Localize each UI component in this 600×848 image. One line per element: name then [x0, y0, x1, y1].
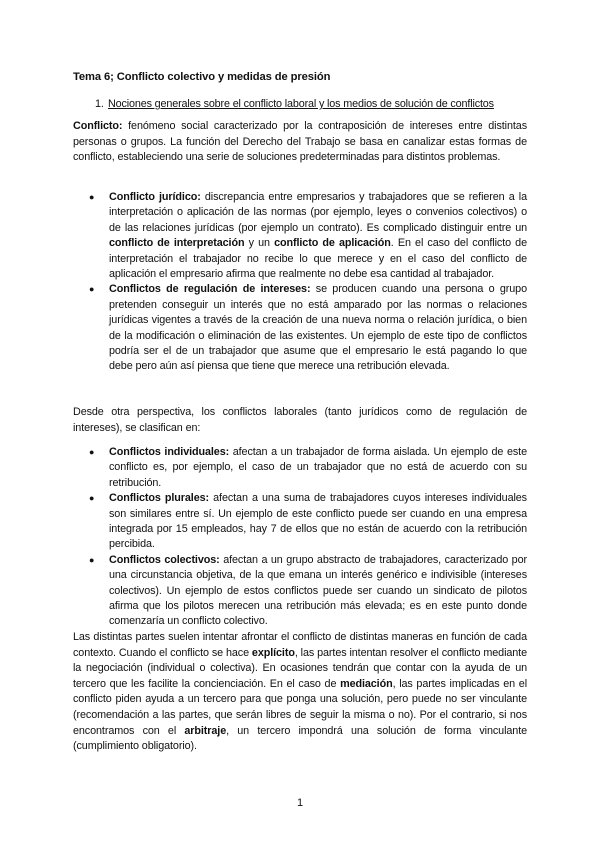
- bullet-icon: ●: [89, 447, 95, 457]
- list-item-text: afectan a una suma de trabajadores cuyos intereses individuales son similares entre sí. Un ejemplo de este conflicto puede ser cuando en una empresa integrada por 15 empleados, hay 7 de ellos que no están de acuerdo con la retribución percibida.: [109, 492, 527, 551]
- paragraph-emphasis: mediación: [340, 677, 393, 690]
- list-item: [88, 491, 527, 553]
- list-item-term: Conflictos colectivos:: [109, 553, 220, 566]
- list-item-term: Conflictos individuales:: [109, 446, 230, 458]
- list-item-term: Conflicto jurídico:: [109, 191, 201, 203]
- list-item-term: Conflictos de regulación de intereses:: [109, 283, 311, 296]
- list-item: [88, 190, 527, 282]
- list-item-text: afectan a un trabajador de forma aislada. Un ejemplo de este conflicto es, por ejemplo, el caso de un trabajador que no está de acuerdo con su retribución.: [109, 446, 527, 489]
- list-item: [88, 282, 527, 374]
- list-item-text: discrepancia entre empresarios y trabajadores que se refieren a la interpretación o aplicación de las normas (por ejemplo, leyes o convenios colectivos) o de las relaciones jurídicas (por ejemplo un contrato). Es complicado distinguir entre un: [109, 191, 527, 234]
- bullet-icon: ●: [89, 192, 95, 202]
- list-item-text: . En el caso del conflicto de interpretación el trabajador no recibe lo que merece y en el caso del conflicto de aplicación el empresario afirma que realmente no debe esa cantidad al trabajador.: [109, 237, 527, 281]
- bullet-icon: ●: [89, 554, 95, 565]
- list-item-emphasis: conflicto de aplicación: [274, 237, 391, 250]
- bullet-icon: ●: [89, 284, 95, 295]
- paragraph-emphasis: arbitraje: [184, 724, 227, 737]
- intro-text: fenómeno social caracterizado por la contraposición de intereses entre distintas personas o grupos. La función del Derecho del Trabajo se basa en canalizar estas formas de conflicto, estableciendo una serie de soluciones predeterminadas para distintos problemas.: [73, 120, 527, 164]
- list-item: [88, 553, 527, 630]
- list-item-text: y un: [244, 237, 275, 250]
- conflict-types-list: [88, 190, 527, 375]
- bullet-icon: ●: [89, 493, 95, 504]
- list-item-term: Conflictos plurales:: [109, 492, 210, 505]
- page-title: Tema 6; Conflicto colectivo y medidas de presión: [73, 71, 331, 83]
- intro-term: Conflicto:: [73, 120, 123, 132]
- section-title: Nociones generales sobre el conflicto laboral y los medios de solución de conflictos: [108, 98, 494, 110]
- page-number: 1: [296, 797, 304, 809]
- conflict-classification-list: [88, 445, 527, 630]
- intro-paragraph: [73, 119, 527, 166]
- list-item: [88, 445, 527, 491]
- list-item-emphasis: conflicto de interpretación: [109, 237, 245, 250]
- classification-paragraph: Desde otra perspectiva, los conflictos laborales (tanto jurídicos como de regulación de intereses), se clasifican en:: [73, 406, 527, 434]
- section-number: 1.: [95, 98, 104, 110]
- paragraph-text: , las partes implicadas en el conflicto piden ayuda a un tercero para que ponga una solución, pero puede no ser vinculante (recomendación a las partes, que serán libres de seguir la misma o no). Por el contrario, si nos encontramos con el: [73, 677, 528, 737]
- paragraph-text: , las partes intentan resolver el conflicto mediante la negociación (individual o colectiva). En ocasiones tendrán que contar con la ayuda de un tercero que les facilite la concienciación. En el caso de: [73, 646, 527, 690]
- section-heading: [95, 98, 494, 110]
- resolution-paragraph: [73, 630, 527, 755]
- paragraph-text: Las distintas partes suelen intentar afrontar el conflicto de distintas maneras en función de cada contexto. Cuando el conflicto se hace: [73, 631, 527, 659]
- list-item-text: se producen cuando una persona o grupo pretenden conseguir un interés que no está amparado por las normas o relaciones jurídicas vigentes a través de la creación de una nueva norma o relación jurídica, o bien de la modificación o eliminación de las existentes. Un ejemplo de este tipo de conflictos podría ser el de un trabajador que asume que el empresario le está pagando lo que debe pero aún así piensa que tiene que merece una retribución elevada.: [109, 283, 527, 373]
- paragraph-emphasis: explícito: [251, 646, 295, 659]
- paragraph-text: , un tercero impondrá una solución de forma vinculante (cumplimiento obligatorio).: [73, 724, 528, 753]
- list-item-text: afectan a un grupo abstracto de trabajadores, caracterizado por una circunstancia objetiva, de la que emana un interés genérico e indivisible (intereses colectivos). Un ejemplo de estos conflictos puede ser cuando un sindicato de pilotos afirma que los pilotos merecen una retribución más elevada; es en este punto donde comenzaría un conflicto colectivo.: [109, 553, 527, 628]
